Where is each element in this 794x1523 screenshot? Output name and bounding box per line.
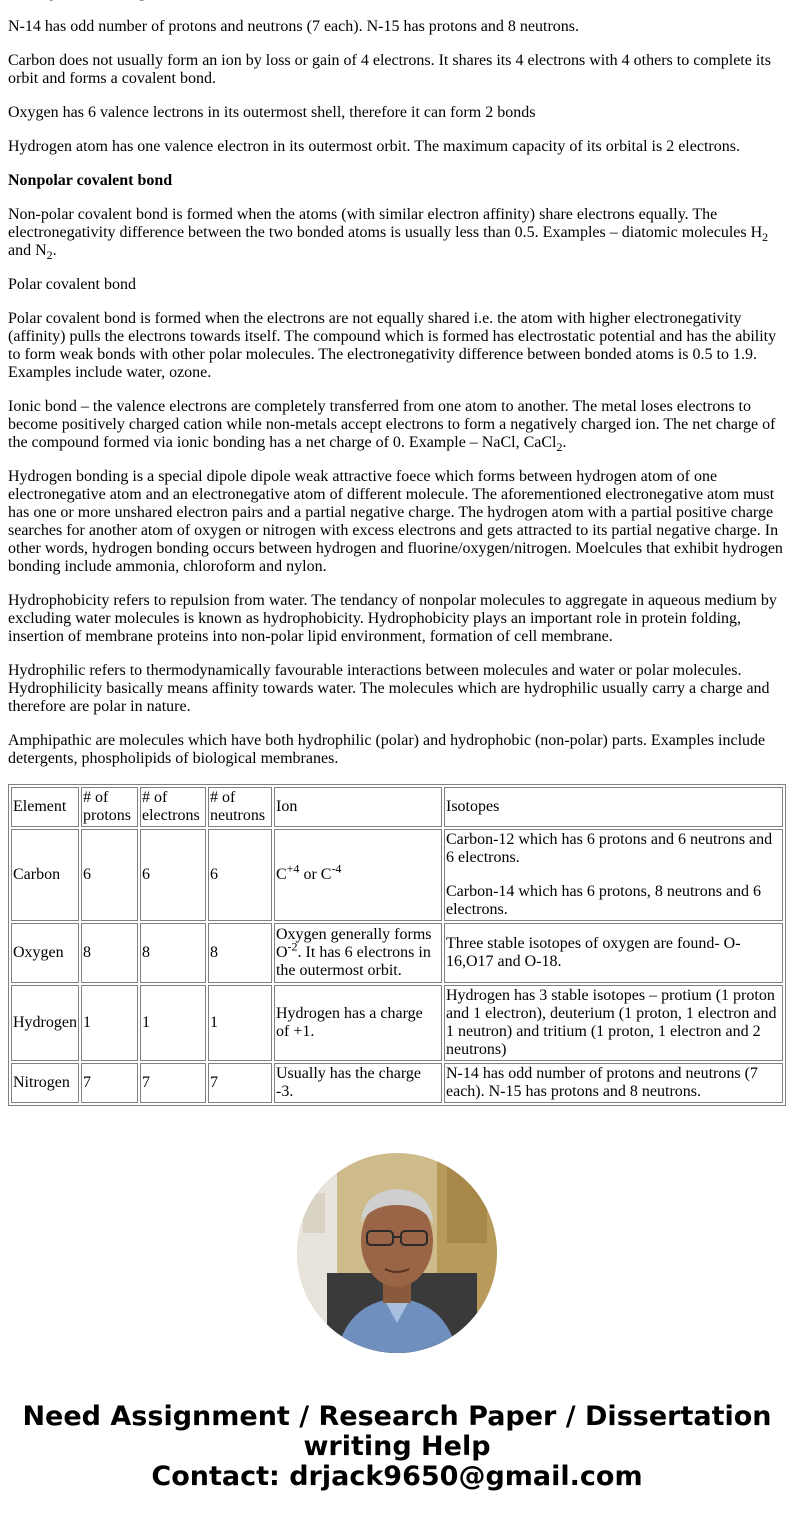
table-cell: 7 <box>208 1063 272 1103</box>
footer-line: writing Help <box>303 1431 491 1462</box>
isotope-text: Carbon-12 which has 6 protons and 6 neutrons and 6 electrons. <box>445 831 773 866</box>
table-header-cell: # of protons <box>81 787 138 827</box>
table-cell-isotopes <box>444 829 783 921</box>
section-heading-polar: Polar covalent bond <box>8 276 136 293</box>
text: Non-polar covalent bond is formed when the atoms (with similar electron affinity) share electrons equally. The electronegativity difference between the two bonded atoms is usually less than 0.5. Examples – diatomic molecules H <box>8 206 763 241</box>
text: Oxygen generally forms O <box>275 926 432 961</box>
table-cell: 6 <box>140 829 206 921</box>
subscript: 2 <box>556 440 563 455</box>
table-cell: Oxygen <box>11 923 79 983</box>
text: and N <box>8 242 47 259</box>
table-cell-isotopes: Three stable isotopes of oxygen are found- O-16,O17 and O-18. <box>444 923 783 983</box>
article-body <box>8 0 786 1106</box>
paragraph-ionic <box>8 398 786 455</box>
table-cell-ion: Hydrogen has a charge of +1. <box>274 985 442 1061</box>
paragraph <box>8 0 786 2</box>
section-heading-nonpolar <box>8 172 786 190</box>
paragraph-nonpolar <box>8 206 786 263</box>
superscript: -4 <box>331 861 342 876</box>
table-cell: Nitrogen <box>11 1063 79 1103</box>
text: C <box>275 866 287 883</box>
paragraph: Hydrogen atom has one valence electron in its outermost orbit. The maximum capacity of its orbital is 2 electrons. <box>8 138 740 155</box>
elements-table <box>8 784 786 1106</box>
table-cell: 1 <box>140 985 206 1061</box>
table-row <box>11 985 783 1061</box>
table-cell: Carbon <box>11 829 79 921</box>
author-photo <box>297 1153 497 1353</box>
heading-text: Nonpolar covalent bond <box>8 172 173 189</box>
superscript: +4 <box>286 861 300 876</box>
table-row <box>11 829 783 921</box>
paragraph: Polar covalent bond is formed when the electrons are not equally shared i.e. the atom with higher electronegativity (affinity) pulls the electrons towards itself. The compound which is formed has electrostatic potential and has the ability to form weak bonds with other polar molecules. The electronegativity difference between bonded atoms is 0.5 to 1.9. Examples include water, ozone. <box>8 310 777 381</box>
table-cell-ion <box>274 829 442 921</box>
table-header-cell: Ion <box>274 787 442 827</box>
table-cell: 7 <box>140 1063 206 1103</box>
subscript: 2 <box>762 230 769 245</box>
paragraph: Hydrophilic refers to thermodynamically favourable interactions between molecules and water or polar molecules. Hydrophilicity basically means affinity towards water. The molecules which are hydrophilic usually carry a charge and therefore are polar in nature. <box>8 662 770 715</box>
footer-contact: Contact: drjack9650@gmail.com <box>151 1461 643 1492</box>
footer-promo <box>0 1402 794 1492</box>
table-cell: Hydrogen <box>11 985 79 1061</box>
paragraph: Hydrophobicity refers to repulsion from water. The tendancy of nonpolar molecules to aggregate in aqueous medium by excluding water molecules is known as hydrophobicity. Hydrophobicity plays an important role in protein folding, insertion of membrane proteins into non-polar lipid environment, formation of cell membrane. <box>8 592 777 645</box>
table-cell: 6 <box>81 829 138 921</box>
footer-line: Need Assignment / Research Paper / Dissertation <box>22 1401 772 1432</box>
author-portrait-image <box>297 1153 497 1353</box>
text: . <box>562 434 567 451</box>
isotope-text: Carbon-14 which has 6 protons, 8 neutrons and 6 electrons. <box>445 883 762 918</box>
table-cell: 1 <box>81 985 138 1061</box>
table-cell-isotopes: N-14 has odd number of protons and neutrons (7 each). N-15 has protons and 8 neutrons. <box>444 1063 783 1103</box>
table-row <box>11 1063 783 1103</box>
table-header-cell: # of neutrons <box>208 787 272 827</box>
table-cell: 8 <box>81 923 138 983</box>
paragraph: Carbon does not usually form an ion by loss or gain of 4 electrons. It shares its 4 electrons with 4 others to complete its orbit and forms a covalent bond. <box>8 52 771 87</box>
table-cell: 8 <box>140 923 206 983</box>
table-cell: 7 <box>81 1063 138 1103</box>
table-cell-ion: Usually has the charge -3. <box>274 1063 442 1103</box>
table-header-cell: Isotopes <box>444 787 783 827</box>
table-row <box>11 923 783 983</box>
table-header-cell: # of electrons <box>140 787 206 827</box>
text: . It has 6 electrons in the outermost orbit. <box>275 944 431 979</box>
table-header-row <box>11 787 783 827</box>
table-cell: 1 <box>208 985 272 1061</box>
paragraph: N-14 has odd number of protons and neutrons (7 each). N-15 has protons and 8 neutrons. <box>8 18 579 35</box>
table-cell-ion <box>274 923 442 983</box>
text: Ionic bond – the valence electrons are completely transferred from one atom to another. The metal loses electrons to become positively charged cation while non-metals accept electrons to form a negatively charged ion. The net charge of the compound formed via ionic bonding has a net charge of 0. Example – NaCl, CaCl <box>8 398 776 451</box>
table-cell-isotopes: Hydrogen has 3 stable isotopes – protium (1 proton and 1 electron), deuterium (1 proton, 1 electron and 1 neutron) and tritium (1 proton, 1 electron and 2 neutrons) <box>444 985 783 1061</box>
paragraph: Oxygen has 6 valence lectrons in its outermost shell, therefore it can form 2 bonds <box>8 104 536 121</box>
paragraph: Hydrogen bonding is a special dipole dipole weak attractive foece which forms between hydrogen atom of one electronegative atom and an electronegative atom of different molecule. The aforementioned electronegative atom must has one or more unshared electron pairs and a partial negative charge. The hydrogen atom with a partial positive charge searches for another atom of oxygen or nitrogen with excess electrons and gets attracted to its partial negative charge. In other words, hydrogen bonding occurs between hydrogen and fluorine/oxygen/nitrogen. Moelcules that exhibit hydrogen bonding include ammonia, chloroform and nylon. <box>8 468 783 575</box>
table-cell: 6 <box>208 829 272 921</box>
paragraph: Amphipathic are molecules which have both hydrophilic (polar) and hydrophobic (non-polar) parts. Examples include detergents, phospholipids of biological membranes. <box>8 732 766 767</box>
table-header-cell: Element <box>11 787 79 827</box>
text: . <box>52 242 57 259</box>
table-cell: 8 <box>208 923 272 983</box>
subscript: 2 <box>46 248 53 263</box>
text: or C <box>299 866 332 883</box>
superscript: -2 <box>287 939 298 954</box>
